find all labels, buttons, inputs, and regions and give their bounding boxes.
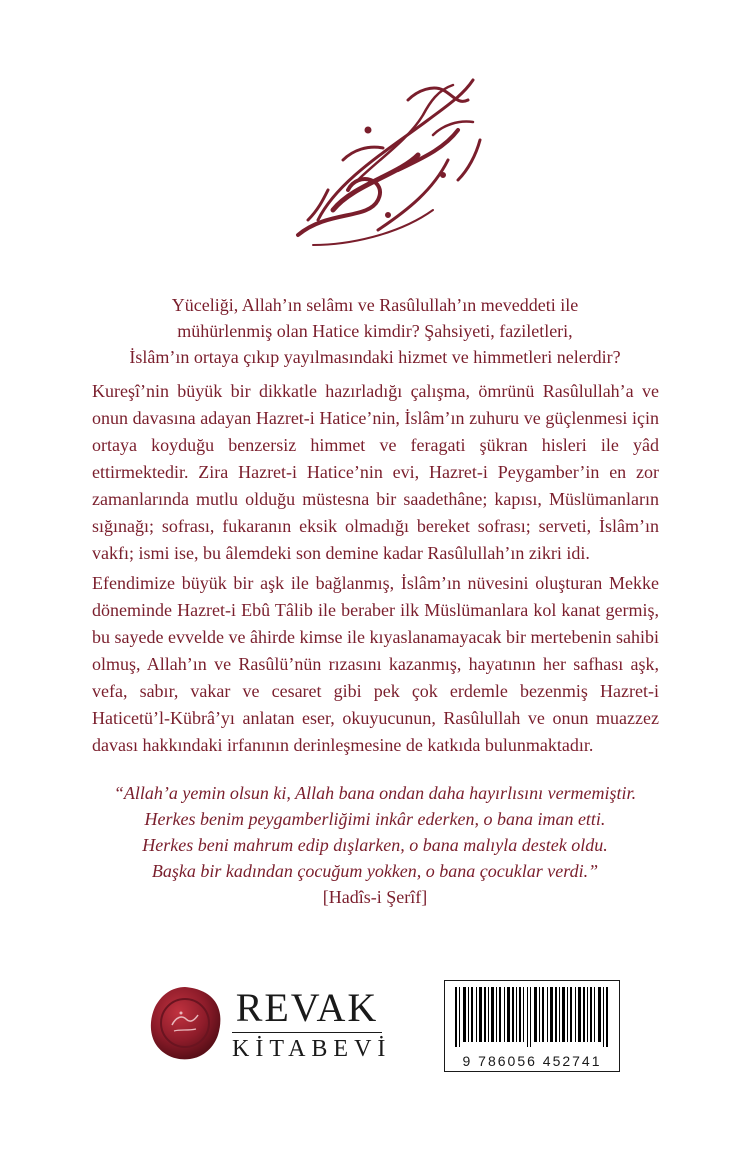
intro-line: İslâm’ın ortaya çıkıp yayılmasındaki hizmet ve himmetleri nelerdir?	[129, 347, 621, 367]
hadith-quote	[80, 780, 670, 910]
body-paragraph-2: Efendimize büyük bir aşk ile bağlanmış, İslâm’ın nüvesini oluşturan Mekke döneminde Hazret-i Ebû Tâlib ile beraber ilk Müslümanlara kol kanat germiş, bu sayede evvelde ve âhirde kimse ile kıyaslanamayacak bir mertebenin sahibi olmuş, Allah’ın ve Rasûlü’nün rızasını kazanmış, hayatının her safhası aşk, vefa, sabır, vakar ve cesaret gibi pek çok erdemle bezenmiş Hazret-i Haticetü’l-Kübrâ’yı anlatan eser, okuyucunun, Rasûlullah ve onun muazzez davası hakkındaki irfanının derinleşmesine de katkıda bulunmaktadır.	[92, 573, 659, 755]
quote-line: Başka bir kadından çocuğum yokken, o bana çocuklar verdi.”	[151, 861, 599, 881]
isbn-barcode	[444, 980, 620, 1072]
publisher-subtitle: KİTABEVİ	[232, 1032, 382, 1063]
calligraphy-logo	[258, 60, 498, 260]
quote-line: Herkes benim peygamberliğimi inkâr ederken, o bana iman etti.	[144, 809, 606, 829]
body-paragraph-1: Kureşî’nin büyük bir dikkatle hazırladığı çalışma, ömrünü Rasûlullah’a ve onun davasına adayan Hazret-i Hatice’nin, İslâm’ın zuhuru ve güçlenmesi için ortaya koyduğu benzersiz himmet ve feragati şükran hisleri ile yâd ettirmektedir. Zira Hazret-i Hatice’nin evi, Hazret-i Peygamber’in en zor zamanlarında mutlu olduğu müstesna bir saadethâne; kapısı, Müslümanların sığınağı; sofrası, fukaranın eksik olmadığı bereket sofrası; serveti, İslâm’ın vakfı; ismi ise, bu âlemdeki son demine kadar Rasûlullah’ın zikri idi.	[92, 381, 659, 563]
intro-line: Yüceliği, Allah’ın selâmı ve Rasûlullah’ın meveddeti ile	[171, 295, 579, 315]
publisher-name: REVAK	[235, 985, 379, 1030]
barcode-bars-icon	[455, 987, 609, 1047]
quote-source: [Hadîs-i Şerîf]	[322, 887, 428, 907]
publisher-logo	[232, 985, 392, 1063]
intro-paragraph	[100, 292, 650, 370]
quote-line: “Allah’a yemin olsun ki, Allah bana ondan daha hayırlısını vermemiştir.	[113, 783, 637, 803]
quote-line: Herkes beni mahrum edip dışlarken, o bana malıyla destek oldu.	[142, 835, 608, 855]
intro-line: mühürlenmiş olan Hatice kimdir? Şahsiyeti, faziletleri,	[177, 321, 573, 341]
wax-seal-icon	[148, 985, 222, 1061]
isbn-number: 9 786056 452741	[462, 1053, 602, 1069]
